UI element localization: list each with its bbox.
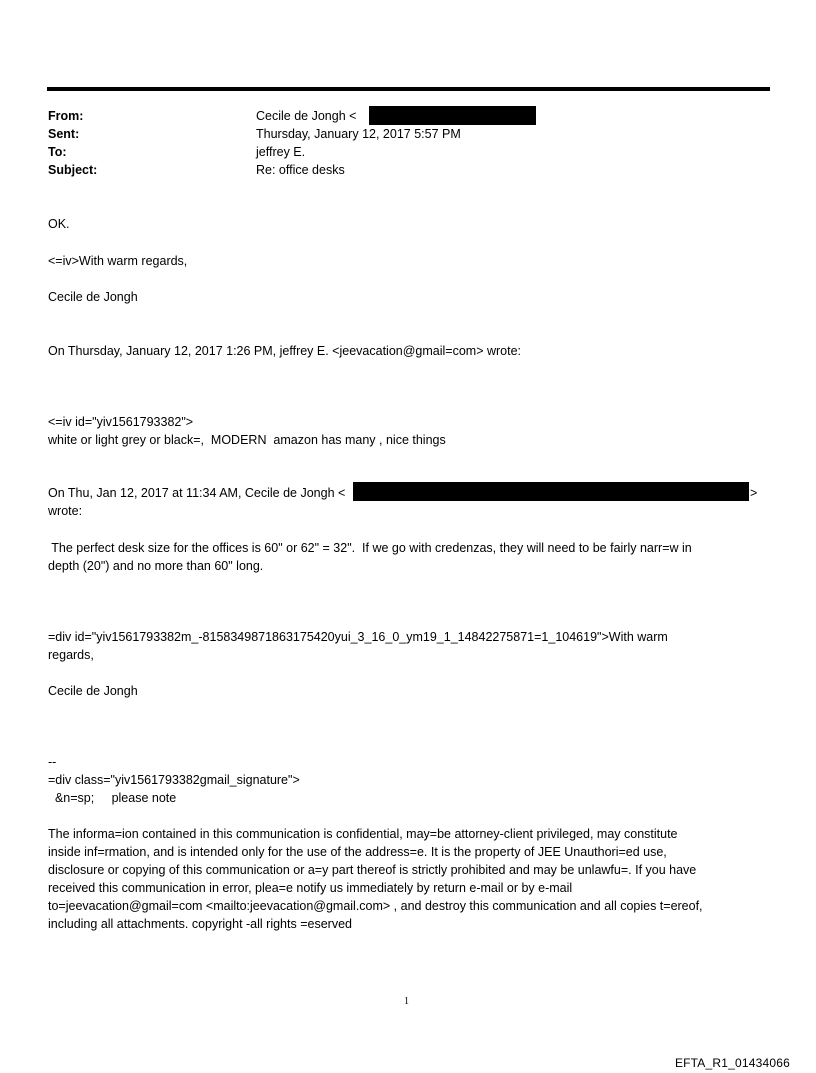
body-line: -- <box>48 755 57 769</box>
disclaimer-line: The informa=ion contained in this communication is confidential, may=be attorney-client privileged, may constitute <box>48 827 678 841</box>
body-line: OK. <box>48 217 70 231</box>
document-id: EFTA_R1_01434066 <box>674 1056 790 1070</box>
to-value: jeffrey E. <box>256 145 306 159</box>
subject-value: Re: office desks <box>256 163 345 177</box>
body-line: regards, <box>48 648 94 662</box>
body-line: =div id="yiv1561793382m_-8158349871863175420yui_3_16_0_ym19_1_14842275871=1_104619">With warm <box>48 630 668 644</box>
header-rule <box>47 87 770 91</box>
redaction-box <box>369 106 536 125</box>
body-line: The perfect desk size for the offices is 60" or 62" = 32". If we go with credenzas, they will need to be fairly narr=w in <box>48 541 692 555</box>
page-number: 1 <box>404 996 409 1007</box>
quote-header: On Thu, Jan 12, 2017 at 11:34 AM, Cecile de Jongh < <box>48 486 346 500</box>
quote-header: On Thursday, January 12, 2017 1:26 PM, jeffrey E. <jeevacation@gmail=com> wrote: <box>48 344 522 358</box>
body-line: <=iv>With warm regards, <box>48 254 188 268</box>
from-value: Cecile de Jongh < <box>256 109 357 123</box>
body-line: white or light grey or black=, MODERN amazon has many , nice things <box>48 433 446 447</box>
body-line: wrote: <box>48 504 83 518</box>
disclaimer-line: disclosure or copying of this communication or a=y part thereof is strictly prohibited and may be unlawfu=. If you have <box>48 863 697 877</box>
disclaimer-line: including all attachments. copyright -all rights =eserved <box>48 917 352 931</box>
body-line: &n=sp; please note <box>48 791 177 805</box>
quote-header-end: > <box>750 486 758 500</box>
disclaimer-line: inside inf=rmation, and is intended only for the use of the address=e. It is the property of JEE Unauthori=ed use, <box>48 845 667 859</box>
signature-name: Cecile de Jongh <box>48 290 138 304</box>
body-line: =div class="yiv1561793382gmail_signature"> <box>48 773 300 787</box>
sent-label: Sent: <box>48 127 80 141</box>
body-line: depth (20") and no more than 60" long. <box>48 559 264 573</box>
signature-name: Cecile de Jongh <box>48 684 138 698</box>
body-line: <=iv id="yiv1561793382"> <box>48 415 194 429</box>
disclaimer-line: received this communication in error, plea=e notify us immediately by return e-mail or by e-mail <box>48 881 573 895</box>
sent-value: Thursday, January 12, 2017 5:57 PM <box>256 127 461 141</box>
from-label: From: <box>48 109 84 123</box>
subject-label: Subject: <box>48 163 98 177</box>
redaction-box <box>353 482 749 501</box>
to-label: To: <box>48 145 67 159</box>
disclaimer-line: to=jeevacation@gmail=com <mailto:jeevacation@gmail.com> , and destroy this communication and all copies t=ereof, <box>48 899 703 913</box>
